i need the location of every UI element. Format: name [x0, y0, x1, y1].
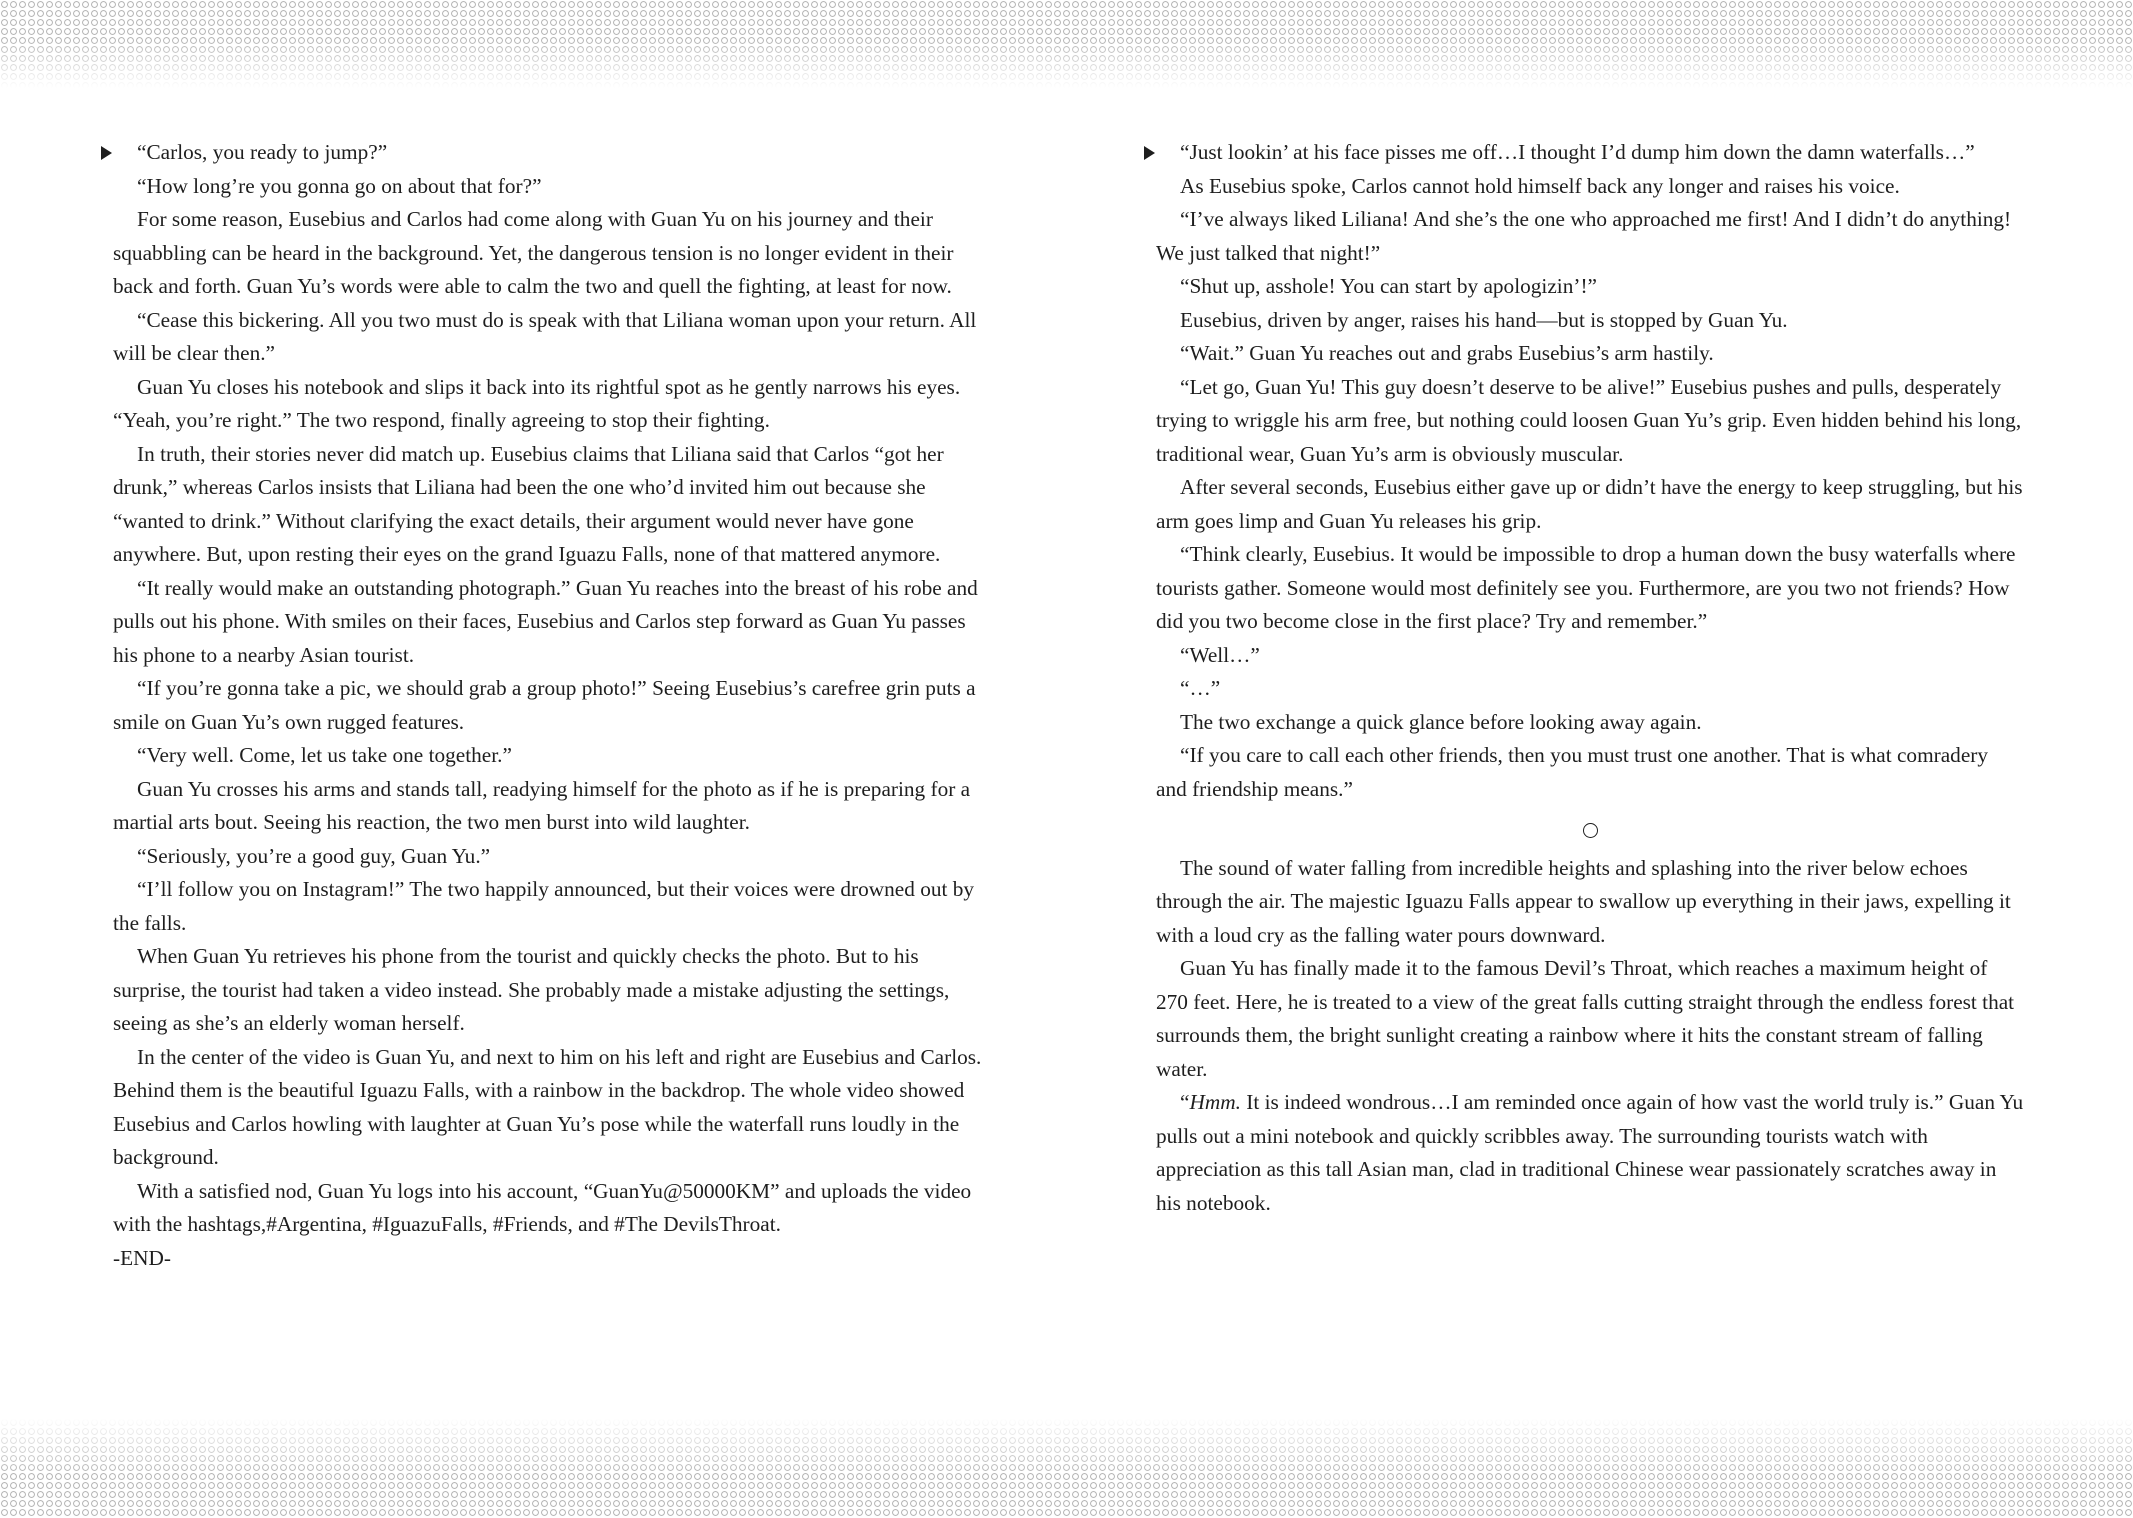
paragraph: “Seriously, you’re a good guy, Guan Yu.” — [137, 843, 491, 868]
right-page-text — [1156, 136, 2024, 1220]
paragraph: When Guan Yu retrieves his phone from the tourist and quickly checks the photo. But to his surprise, the tourist had taken a video instead. She probably made a mistake adjusting the settings, seeing as she’s an elderly woman herself. — [113, 944, 950, 1035]
italic-interjection: Hmm. — [1189, 1090, 1241, 1114]
triangle-marker-icon — [1144, 146, 1155, 160]
paragraph: “How long’re you gonna go on about that for?” — [137, 173, 542, 198]
paragraph: In truth, their stories never did match up. Eusebius claims that Liliana said that Carlos “got her drunk,” whereas Carlos insists that Liliana had been the one who’d invited him out because she “wanted to drink.” Without clarifying the exact details, their argument would never have gone anywhere. But, upon resting their eyes on the grand Iguazu Falls, none of that mattered anymore. — [113, 441, 944, 566]
paragraph-rest: It is indeed wondrous…I am reminded once again of how vast the world truly is.” Guan Yu pulls out a mini notebook and quickly scribbles away. The surrounding tourists watch with appreciation as this tall Asian man, clad in traditional Chinese wear passionately scratches away in his notebook. — [1156, 1090, 2024, 1215]
paragraph: “Well…” — [1180, 642, 1260, 667]
paragraph: “…” — [1180, 676, 1221, 700]
paragraph: “It really would make an outstanding photograph.” Guan Yu reaches into the breast of his robe and pulls out his phone. With smiles on their faces, Eusebius and Carlos step forward as Guan Yu passes his phone to a nearby Asian tourist. — [113, 575, 978, 667]
paragraph: “Shut up, asshole! You can start by apologizin’!” — [1180, 274, 1597, 298]
paragraph: Eusebius, driven by anger, raises his hand—but is stopped by Guan Yu. — [1180, 307, 1788, 332]
paragraph: The sound of water falling from incredible heights and splashing into the river below echoes through the air. The majestic Iguazu Falls appear to swallow up everything in their jaws, expelling it with a loud cry as the falling water pours downward. — [1156, 855, 2011, 947]
paragraph: “Let go, Guan Yu! This guy doesn’t deserve to be alive!” Eusebius pushes and pulls, desperately trying to wriggle his arm free, but nothing could loosen Guan Yu’s grip. Even hidden behind his long, traditional wear, Guan Yu’s arm is obviously muscular. — [1156, 374, 2022, 466]
paragraph: “I’ll follow you on Instagram!” The two happily announced, but their voices were drowned out by the falls. — [113, 877, 975, 935]
circle-icon — [1583, 823, 1598, 838]
paragraph: In the center of the video is Guan Yu, and next to him on his left and right are Eusebius and Carlos. Behind them is the beautiful Iguazu Falls, with a rainbow in the backdrop. The whole video showed Eusebius and Carlos howling with laughter at Guan Yu’s pose while the waterfall runs loudly in the background. — [113, 1044, 982, 1169]
paragraph: “Cease this bickering. All you two must do is speak with that Liliana woman upon your return. All will be clear then.” — [113, 307, 977, 365]
paragraph: “Carlos, you ready to jump?” — [137, 140, 388, 164]
decorative-top-pattern — [0, 0, 2133, 88]
decorative-bottom-pattern — [0, 1418, 2133, 1518]
paragraph: As Eusebius spoke, Carlos cannot hold himself back any longer and raises his voice. — [1180, 173, 1900, 198]
paragraph: “I’ve always liked Liliana! And she’s the one who approached me first! And I didn’t do anything! We just talked that night!” — [1156, 207, 2012, 265]
paragraph: Guan Yu crosses his arms and stands tall, readying himself for the photo as if he is preparing for a martial arts bout. Seeing his reaction, the two men burst into wild laughter. — [113, 776, 971, 834]
scene-break — [1156, 812, 2024, 846]
paragraph: The two exchange a quick glance before looking away again. — [1180, 709, 1702, 734]
paragraph: For some reason, Eusebius and Carlos had come along with Guan Yu on his journey and their squabbling can be heard in the background. Yet, the dangerous tension is no longer evident in their back and forth. Guan Yu’s words were able to calm the two and quell the fighting, at least for now. — [113, 207, 954, 298]
left-page-text — [113, 136, 983, 1275]
paragraph: “Just lookin’ at his face pisses me off…I thought I’d dump him down the damn waterfalls…” — [1180, 140, 1975, 164]
paragraph: Guan Yu has finally made it to the famous Devil’s Throat, which reaches a maximum height of 270 feet. Here, he is treated to a view of the great falls cutting straight through the endless forest that surrounds them, the bright sunlight creating a rainbow where it hits the constant stream of falling water. — [1156, 956, 2015, 1081]
end-mark: -END- — [113, 1245, 171, 1270]
paragraph: “Think clearly, Eusebius. It would be impossible to drop a human down the busy waterfalls where tourists gather. Someone would most definitely see you. Furthermore, are you two not friends? How did you two become close in the first place? Try and remember.” — [1156, 542, 2016, 633]
paragraph: Guan Yu closes his notebook and slips it back into its rightful spot as he gently narrows his eyes. “Yeah, you’re right.” The two respond, finally agreeing to stop their fighting. — [113, 374, 961, 432]
paragraph: “Wait.” Guan Yu reaches out and grabs Eusebius’s arm hastily. — [1180, 341, 1714, 365]
paragraph — [1156, 1086, 2024, 1220]
paragraph: After several seconds, Eusebius either gave up or didn’t have the energy to keep struggling, but his arm goes limp and Guan Yu releases his grip. — [1156, 475, 2023, 533]
paragraph: “If you care to call each other friends, then you must trust one another. That is what comradery and friendship means.” — [1156, 743, 1989, 801]
open-quote: “ — [1180, 1090, 1190, 1114]
paragraph: With a satisfied nod, Guan Yu logs into his account, “GuanYu@50000KM” and uploads the video with the hashtags,#Argentina, #IguazuFalls, #Friends, and #The DevilsThroat. — [113, 1178, 972, 1236]
paragraph: “Very well. Come, let us take one together.” — [137, 743, 512, 767]
triangle-marker-icon — [101, 146, 112, 160]
paragraph: “If you’re gonna take a pic, we should grab a group photo!” Seeing Eusebius’s carefree grin puts a smile on Guan Yu’s own rugged features. — [113, 676, 976, 734]
